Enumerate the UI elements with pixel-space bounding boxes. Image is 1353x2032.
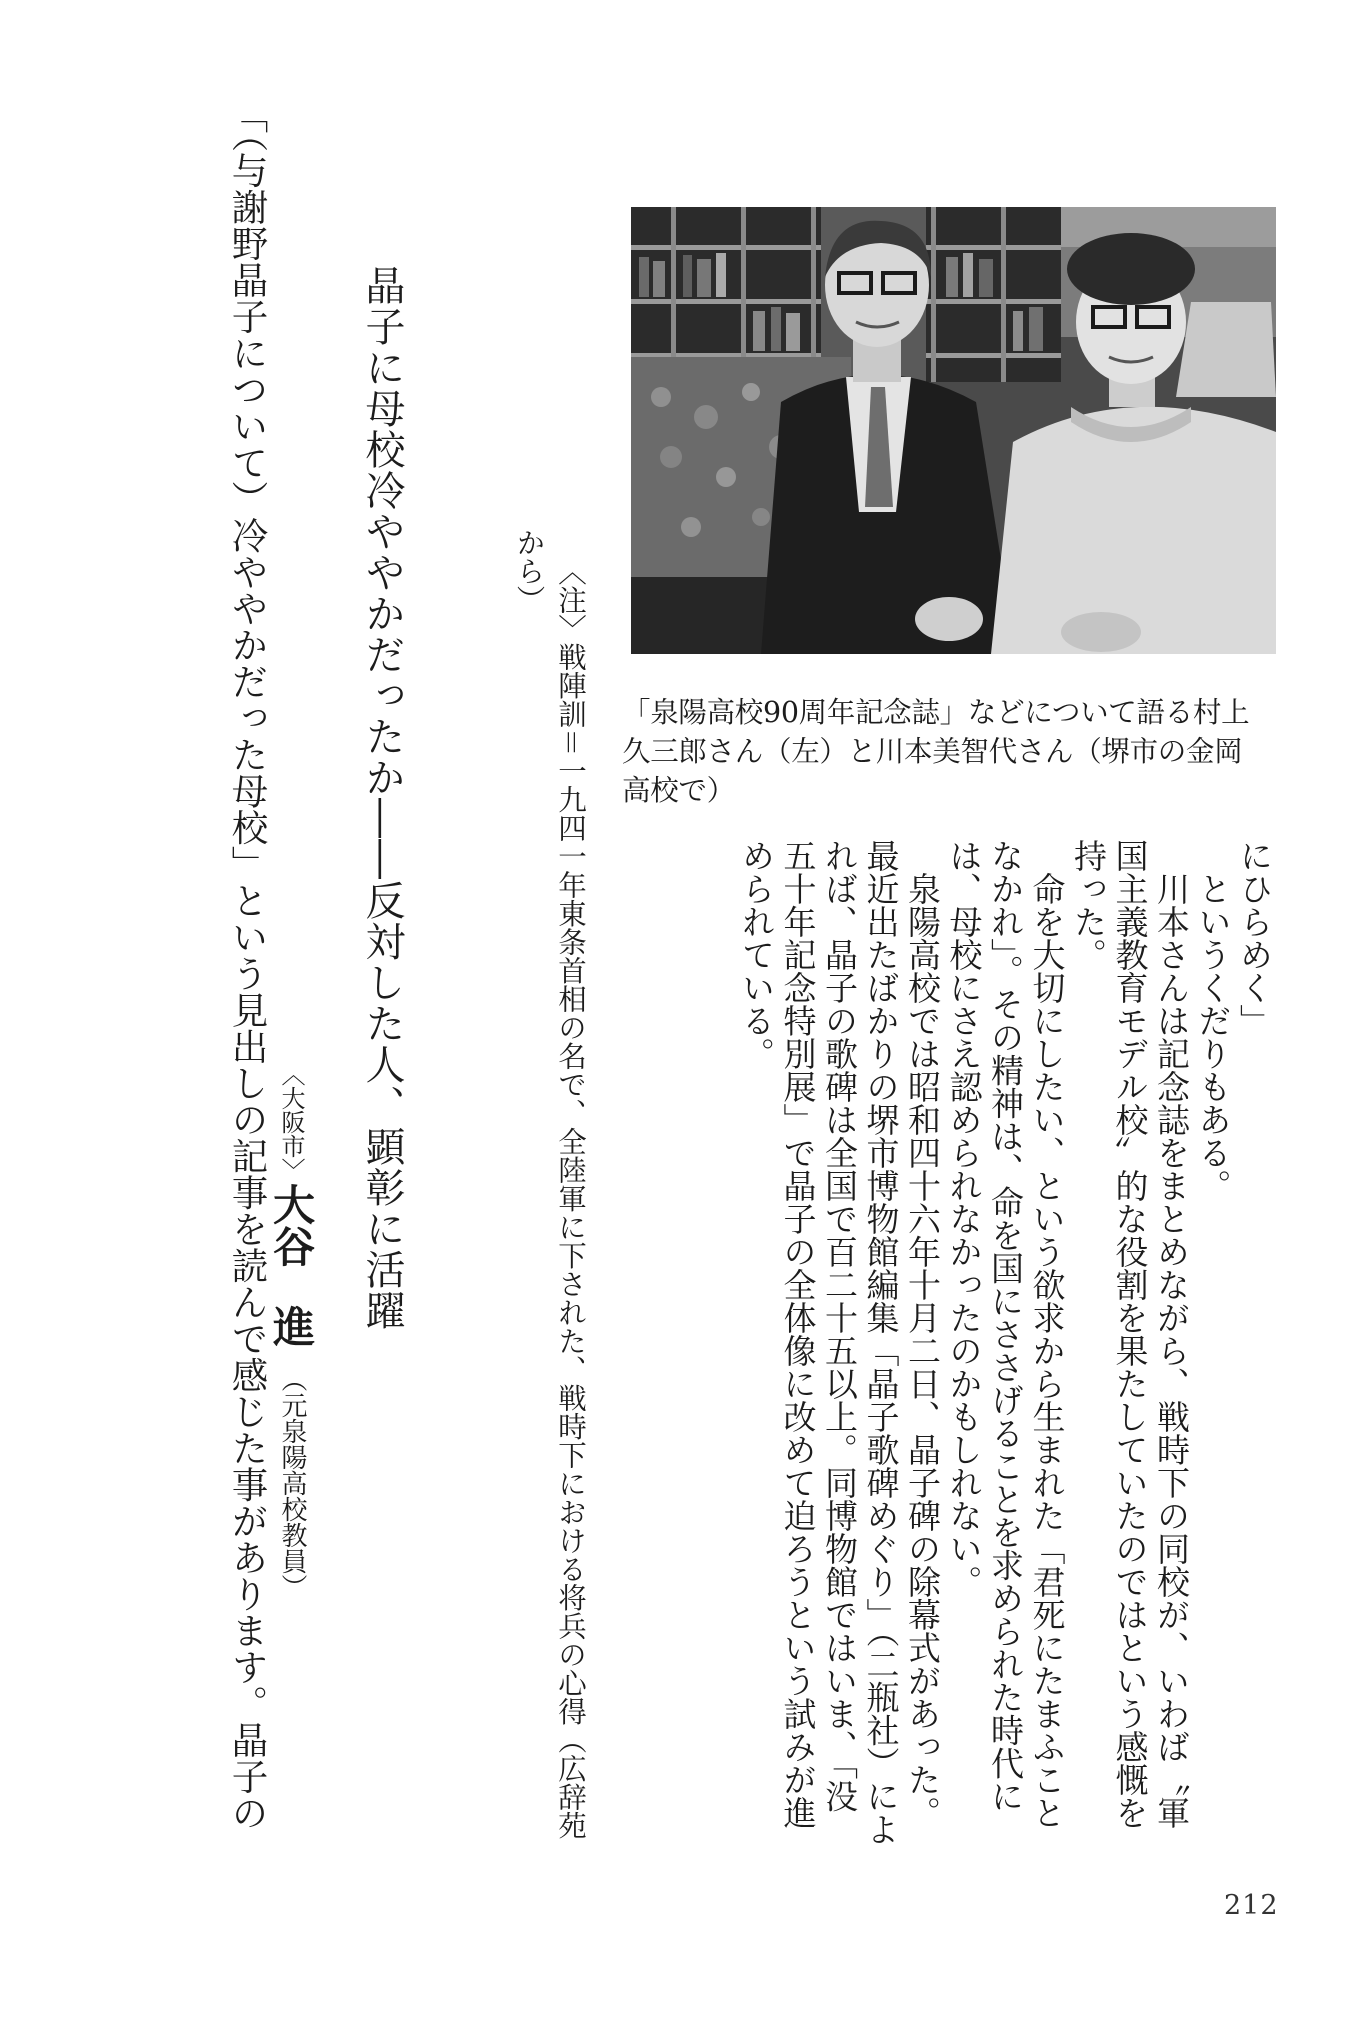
author-family-name: 大谷	[267, 1183, 316, 1267]
article-column: 最近出たばかりの堺市博物館編集「晶子歌碑めぐり」（二瓶社）によ	[861, 839, 901, 1846]
article-column: 泉陽高校では昭和四十六年十月二日、晶子碑の除幕式があった。	[903, 872, 942, 1829]
photo-caption	[622, 693, 1312, 810]
caption-line: 「泉陽高校90周年記念誌」などについて語る村上	[622, 696, 1250, 729]
photo	[631, 207, 1276, 654]
page-number: 212	[1224, 1890, 1279, 1921]
letter-body	[225, 97, 269, 1897]
article-column: 五十年記念特別展」で晶子の全体像に改めて迫ろうという試みが進	[778, 839, 818, 1829]
article-column: というくだりもある。	[1193, 872, 1233, 1202]
author-affiliation: （元泉陽高校教員）	[277, 1366, 307, 1600]
author-location: 〈大阪市〉	[277, 1062, 305, 1182]
letter-title: 晶子に母校冷ややかだったか――反対した人、顕彰に活躍	[359, 265, 405, 1331]
article-column: められている。	[737, 839, 776, 1070]
article-body	[735, 839, 1275, 1899]
article-column: なかれ」。その精神は、命を国にささげることを求められた時代に	[986, 839, 1025, 1813]
article-column: は、母校にさえ認められなかったのかもしれない。	[944, 839, 984, 1598]
photo-image	[631, 207, 1276, 654]
article-column: にひらめく」	[1235, 839, 1274, 1037]
article-column: れば、晶子の歌碑は全国で百二十五以上。同博物館ではいま、「没	[820, 839, 859, 1813]
caption-line: 久三郎さん（左）と川本美智代さん（堺市の金岡	[622, 735, 1243, 768]
article-column: 川本さんは記念誌をまとめながら、戦時下の同校が、いわば〝軍	[1152, 872, 1191, 1829]
author-given-name: 進	[267, 1305, 316, 1347]
footnote-column: から）	[512, 528, 546, 614]
article-column: 持った。	[1069, 839, 1108, 971]
article-column: 国主義教育モデル校〟的な役割を果たしていたのではという感慨を	[1110, 839, 1150, 1829]
lamp-shade	[1176, 302, 1276, 397]
footnote	[508, 528, 591, 1868]
article-column: 命を大切にしたい、という欲求から生まれた「君死にたまふこと	[1027, 872, 1067, 1829]
letter-column: 「（与謝野晶子について）冷ややかだった母校」という見出しの記事を読んで感じた事があります。晶子の	[226, 97, 269, 1831]
caption-line: 高校で）	[622, 774, 735, 807]
footnote-column: 〈注〉戦陣訓＝一九四一年東条首相の名で、全陸軍に下された、戦時下における将兵の心得（広辞苑	[554, 556, 587, 1839]
